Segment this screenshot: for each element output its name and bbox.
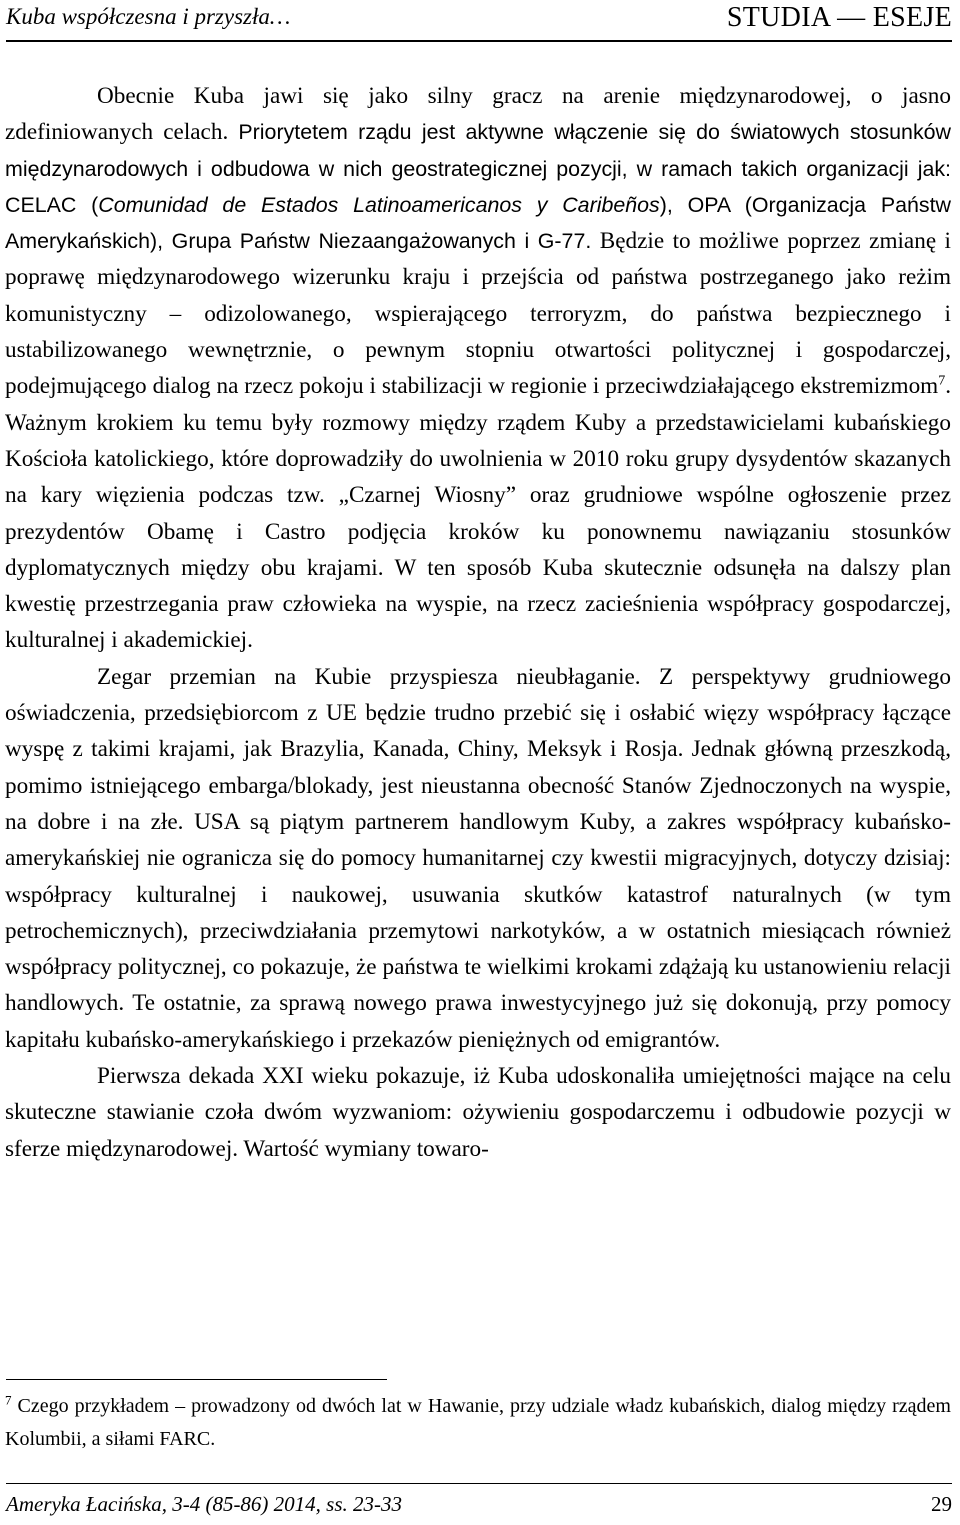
paragraph-1-part-f: . Ważnym krokiem ku temu były rozmowy między rządem Kuby a przedstawicielami kubańskiego Kościoła katolickiego, które doprowadziły do uwolnienia w 2010 roku grupy dysydentów skazanych na kary więzienia podczas tzw. „Czarnej Wiosny” oraz grudniowe wspólne ogłoszenie przez prezydentów Obamę i Castro podjęcia kroków ku ponownemu nawiązaniu stosunków dyplomatycznych między obu krajami. W ten sposób Kuba skutecznie odsunęła na dalszy plan kwestię przestrzegania praw człowieka na wyspie, na rzecz zacieśnienia współpracy gospodarczej, kulturalnej i akademickiej.: [5, 373, 951, 654]
paragraph-3: Pierwsza dekada XXI wieku pokazuje, iż Kuba udoskonaliła umiejętności mające na celu skuteczne stawianie czoła dwóm wyzwaniom: ożywieniu gospodarczemu i odbudowie pozycji w sferze międzynarodowej. Wartość wymiany towaro-: [5, 1063, 951, 1162]
footnote-number: 7: [5, 1392, 12, 1408]
running-header-section: STUDIA — ESEJE: [726, 2, 952, 33]
running-footer: [6, 1483, 952, 1520]
paragraph-1-part-d: ), OPA (Organizacja Państw Amerykańskich), Grupa Państw Niezaangażowanych i G-77.: [5, 192, 951, 254]
paragraph-1-part-a: Obecnie Kuba jawi się jako silny gracz na arenie międzynarodowej, o jasno zdefiniowanych celach.: [5, 83, 951, 146]
body-text: [5, 78, 951, 1167]
journal-citation: Ameryka Łacińska, 3-4 (85-86) 2014, ss. 23-33: [6, 1492, 403, 1516]
footnote-reference[interactable]: 7: [938, 373, 946, 389]
paragraph-1-part-b: Priorytetem rządu jest aktywne włączenie się do światowych stosunków międzynarodowych i odbudowa w nich geostrategicznej pozycji, w ramach takich organizacji jak: CELAC (: [5, 120, 951, 217]
running-header: [6, 0, 952, 42]
footnote: [5, 1390, 951, 1456]
paragraph-1-spanish-name: Comunidad de Estados Latinoamericanos y Caribeños: [98, 192, 660, 217]
footnote-separator: [6, 1379, 387, 1380]
running-header-title: Kuba współczesna i przyszła…: [6, 4, 291, 29]
footnote-text: Czego przykładem – prowadzony od dwóch lat w Hawanie, przy udziale władz kubańskich, dialog między rządem Kolumbii, a siłami FARC.: [5, 1395, 951, 1450]
page-number: 29: [931, 1492, 952, 1516]
paragraph-1-part-e: Będzie to możliwe poprzez zmianę i poprawę międzynarodowego wizerunku kraju i przejścia od państwa postrzeganego jako reżim komunistyczny – odizolowanego, wspierającego terroryzm, do państwa bezpiecznego i ustabilizowanego wewnętrznie, o pewnym stopniu otwartości politycznej i gospodarczej, podejmującego dialog na rzecz pokoju i stabilizacji w regionie i przeciwdziałającego ekstremizmom: [5, 228, 951, 400]
paragraph-2: Zegar przemian na Kubie przyspiesza nieubłaganie. Z perspektywy grudniowego oświadczenia, przedsiębiorcom z UE będzie trudno przebić się i osłabić więzy współpracy łączące wyspę z takimi krajami, jak Brazylia, Kanada, Chiny, Meksyk i Rosja. Jednak główną przeszkodą, pomimo istniejącego embarga/blokady, jest nieustanna obecność Stanów Zjednoczonych na wyspie, na dobre i na złe. USA są piątym partnerem handlowym Kuby, a zakres współpracy kubańsko-amerykańskiej nie ogranicza się do pomocy humanitarnej czy kwestii migracyjnych, dotyczy dzisiaj: współpracy kulturalnej i naukowej, usuwania skutków katastrof naturalnych (w tym petrochemicznych), przeciwdziałania przemytowi narkotyków, a w ostatnich miesiącach również współpracy politycznej, co pokazuje, że państwa te wielkimi krokami zdążają ku ustanowieniu relacji handlowych. Te ostatnie, za sprawą nowego prawa inwestycyjnego już się dokonują, przy pomocy kapitału kubańsko-amerykańskiego i przekazów pieniężnych od emigrantów.: [5, 663, 951, 1053]
paragraph-1: [5, 78, 951, 659]
